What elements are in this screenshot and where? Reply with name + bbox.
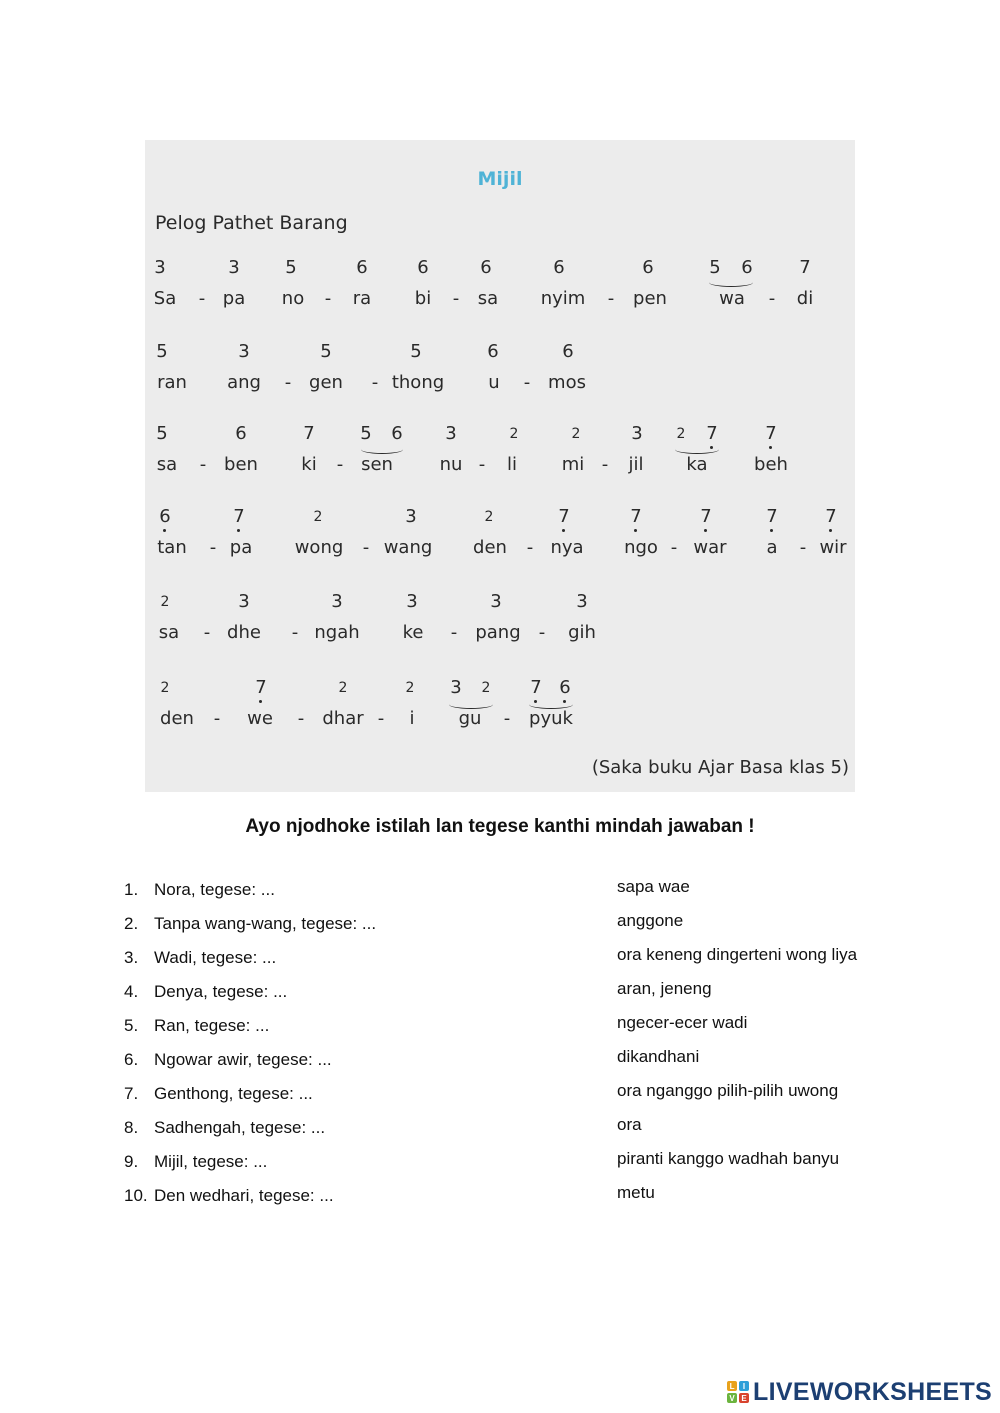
note: 3 — [490, 591, 502, 612]
question-text: Wadi, tegese: ... — [154, 948, 277, 967]
song-mode: Pelog Pathet Barang — [155, 212, 348, 234]
note: 6 — [391, 423, 403, 444]
syllable: ran — [157, 372, 187, 393]
syllable: war — [693, 537, 727, 558]
note: 7 — [530, 677, 542, 698]
note: 7 — [630, 506, 642, 527]
note: 3 — [631, 423, 643, 444]
syllable: sen — [361, 454, 393, 475]
question-number: 7. — [124, 1084, 139, 1103]
question-number: 9. — [124, 1152, 139, 1171]
note: 3 — [576, 591, 588, 612]
note: 5 — [285, 257, 297, 278]
syllable: ki — [301, 454, 317, 475]
note: 5 — [320, 341, 332, 362]
note: 3 — [154, 257, 166, 278]
syllable: - — [324, 288, 332, 309]
syllable: pyuk — [529, 708, 573, 729]
note: 2 — [484, 509, 494, 525]
syllable: - — [538, 622, 546, 643]
syllable: - — [799, 537, 807, 558]
syllable: wong — [294, 537, 344, 558]
syllable: - — [450, 622, 458, 643]
note: 2 — [571, 426, 581, 442]
syllable: - — [503, 708, 511, 729]
note: 2 — [313, 509, 323, 525]
answer-option[interactable]: metu — [617, 1183, 655, 1202]
syllable: pang — [475, 622, 521, 643]
syllable: - — [452, 288, 460, 309]
syllable: pen — [633, 288, 667, 309]
note: 7 — [799, 257, 811, 278]
syllable: wang — [383, 537, 433, 558]
syllable: pa — [222, 288, 246, 309]
slur-mark — [675, 445, 719, 454]
low-octave-dot — [259, 700, 262, 703]
note: 7 — [766, 506, 778, 527]
note: 6 — [553, 257, 565, 278]
note: 3 — [228, 257, 240, 278]
note: 3 — [405, 506, 417, 527]
note: 6 — [159, 506, 171, 527]
note: 6 — [235, 423, 247, 444]
note: 7 — [233, 506, 245, 527]
note: 6 — [417, 257, 429, 278]
note: 7 — [825, 506, 837, 527]
syllable: li — [506, 454, 518, 475]
syllable: mi — [561, 454, 585, 475]
syllable: di — [796, 288, 814, 309]
low-octave-dot — [769, 446, 772, 449]
syllable: bi — [414, 288, 432, 309]
syllable: we — [247, 708, 273, 729]
note: 2 — [481, 680, 491, 696]
question-number: 5. — [124, 1016, 139, 1035]
note: 3 — [445, 423, 457, 444]
low-octave-dot — [562, 529, 565, 532]
answer-option[interactable]: anggone — [617, 911, 684, 930]
song-line-2 — [145, 342, 855, 402]
answer-option[interactable]: piranti kanggo wadhah banyu — [617, 1149, 840, 1168]
syllable: - — [601, 454, 609, 475]
note: 3 — [331, 591, 343, 612]
syllable: - — [478, 454, 486, 475]
syllable: ang — [227, 372, 261, 393]
syllable: dhe — [227, 622, 261, 643]
low-octave-dot — [704, 529, 707, 532]
note: 5 — [156, 341, 168, 362]
answer-option[interactable]: ora — [617, 1115, 642, 1134]
question-text: Ngowar awir, tegese: ... — [154, 1050, 332, 1069]
syllable: dhar — [322, 708, 364, 729]
note: 2 — [676, 426, 686, 442]
syllable: jil — [628, 454, 644, 475]
question-text: Mijil, tegese: ... — [154, 1152, 268, 1171]
note: 6 — [480, 257, 492, 278]
answer-option[interactable]: sapa wae — [617, 877, 690, 896]
syllable: mos — [548, 372, 586, 393]
low-octave-dot — [770, 529, 773, 532]
answer-option[interactable]: dikandhani — [617, 1047, 700, 1066]
syllable: ngah — [314, 622, 360, 643]
syllable: - — [607, 288, 615, 309]
song-title: Mijil — [477, 168, 523, 190]
answer-option[interactable]: aran, jeneng — [617, 979, 712, 998]
syllable: - — [297, 708, 305, 729]
question-text: Ran, tegese: ... — [154, 1016, 270, 1035]
brand-mark-letter: I — [739, 1381, 749, 1391]
slur-mark — [361, 445, 403, 454]
question-number: 2. — [124, 914, 139, 933]
note: 7 — [303, 423, 315, 444]
syllable: nu — [439, 454, 463, 475]
question-number: 10. — [124, 1186, 148, 1205]
song-line-3 — [145, 424, 855, 484]
song-line-4 — [145, 507, 855, 567]
question-number: 6. — [124, 1050, 139, 1069]
question-text: Tanpa wang-wang, tegese: ... — [154, 914, 377, 933]
syllable: - — [523, 372, 531, 393]
syllable: no — [281, 288, 305, 309]
syllable: wa — [719, 288, 745, 309]
note: 7 — [706, 423, 718, 444]
question-number: 4. — [124, 982, 139, 1001]
syllable: beh — [754, 454, 788, 475]
syllable: - — [209, 537, 217, 558]
note: 2 — [338, 680, 348, 696]
question-text: Denya, tegese: ... — [154, 982, 288, 1001]
note: 6 — [562, 341, 574, 362]
syllable: gu — [458, 708, 482, 729]
syllable: - — [284, 372, 292, 393]
question-number: 8. — [124, 1118, 139, 1137]
syllable: den — [473, 537, 507, 558]
answer-option[interactable]: ora nganggo pilih-pilih uwong — [617, 1081, 839, 1100]
syllable: thong — [391, 372, 445, 393]
note: 5 — [709, 257, 721, 278]
note: 6 — [642, 257, 654, 278]
note: 3 — [450, 677, 462, 698]
low-octave-dot — [163, 529, 166, 532]
note: 5 — [410, 341, 422, 362]
question-text: Sadhengah, tegese: ... — [154, 1118, 326, 1137]
note: 7 — [765, 423, 777, 444]
note: 5 — [360, 423, 372, 444]
note: 7 — [558, 506, 570, 527]
instruction-heading: Ayo njodhoke istilah lan tegese kanthi mindah jawaban ! — [245, 816, 755, 837]
syllable: pa — [229, 537, 253, 558]
answer-option[interactable]: ngecer-ecer wadi — [617, 1013, 748, 1032]
syllable: ngo — [624, 537, 658, 558]
syllable: - — [213, 708, 221, 729]
low-octave-dot — [634, 529, 637, 532]
syllable: wir — [819, 537, 847, 558]
syllable: ke — [402, 622, 424, 643]
question-text: Genthong, tegese: ... — [154, 1084, 313, 1103]
brand-mark-icon — [727, 1381, 749, 1403]
note: 7 — [255, 677, 267, 698]
question-number: 1. — [124, 880, 139, 899]
question-number: 3. — [124, 948, 139, 967]
note: 3 — [406, 591, 418, 612]
syllable: - — [362, 537, 370, 558]
syllable: - — [336, 454, 344, 475]
syllable: - — [768, 288, 776, 309]
brand-text: LIVEWORKSHEETS — [753, 1377, 992, 1406]
note: 3 — [238, 591, 250, 612]
syllable: Sa — [153, 288, 177, 309]
syllable: ka — [686, 454, 708, 475]
question-text: Nora, tegese: ... — [154, 880, 275, 899]
syllable: - — [526, 537, 534, 558]
low-octave-dot — [829, 529, 832, 532]
note: 6 — [741, 257, 753, 278]
liveworksheets-logo[interactable] — [727, 1377, 992, 1407]
syllable: a — [766, 537, 778, 558]
syllable: - — [198, 288, 206, 309]
syllable: - — [377, 708, 385, 729]
low-octave-dot — [237, 529, 240, 532]
slur-mark — [709, 278, 753, 287]
song-line-5 — [145, 592, 855, 652]
answer-option[interactable]: ora keneng dingerteni wong liya — [617, 945, 858, 964]
syllable: nyim — [540, 288, 586, 309]
brand-mark-letter: L — [727, 1381, 737, 1391]
note: 5 — [156, 423, 168, 444]
note: 2 — [160, 594, 170, 610]
syllable: - — [199, 454, 207, 475]
question-text: Den wedhari, tegese: ... — [154, 1186, 334, 1205]
brand-mark-letter: V — [727, 1393, 737, 1403]
syllable: i — [409, 708, 415, 729]
syllable: sa — [156, 454, 178, 475]
syllable: - — [670, 537, 678, 558]
syllable: gih — [568, 622, 596, 643]
note: 2 — [405, 680, 415, 696]
syllable: ra — [352, 288, 372, 309]
syllable: ben — [224, 454, 258, 475]
note: 6 — [356, 257, 368, 278]
note: 6 — [559, 677, 571, 698]
song-line-6 — [145, 678, 855, 738]
note: 6 — [487, 341, 499, 362]
note: 3 — [238, 341, 250, 362]
syllable: tan — [157, 537, 187, 558]
syllable: den — [160, 708, 194, 729]
source-caption: (Saka buku Ajar Basa klas 5) — [591, 757, 849, 778]
note: 2 — [160, 680, 170, 696]
syllable: u — [488, 372, 500, 393]
syllable: gen — [309, 372, 343, 393]
note: 2 — [509, 426, 519, 442]
syllable: - — [203, 622, 211, 643]
song-sheet-image — [145, 140, 855, 792]
syllable: - — [371, 372, 379, 393]
song-line-1 — [145, 258, 855, 318]
syllable: sa — [158, 622, 180, 643]
syllable: nya — [550, 537, 584, 558]
syllable: sa — [477, 288, 499, 309]
syllable: - — [291, 622, 299, 643]
note: 7 — [700, 506, 712, 527]
brand-mark-letter: E — [739, 1393, 749, 1403]
